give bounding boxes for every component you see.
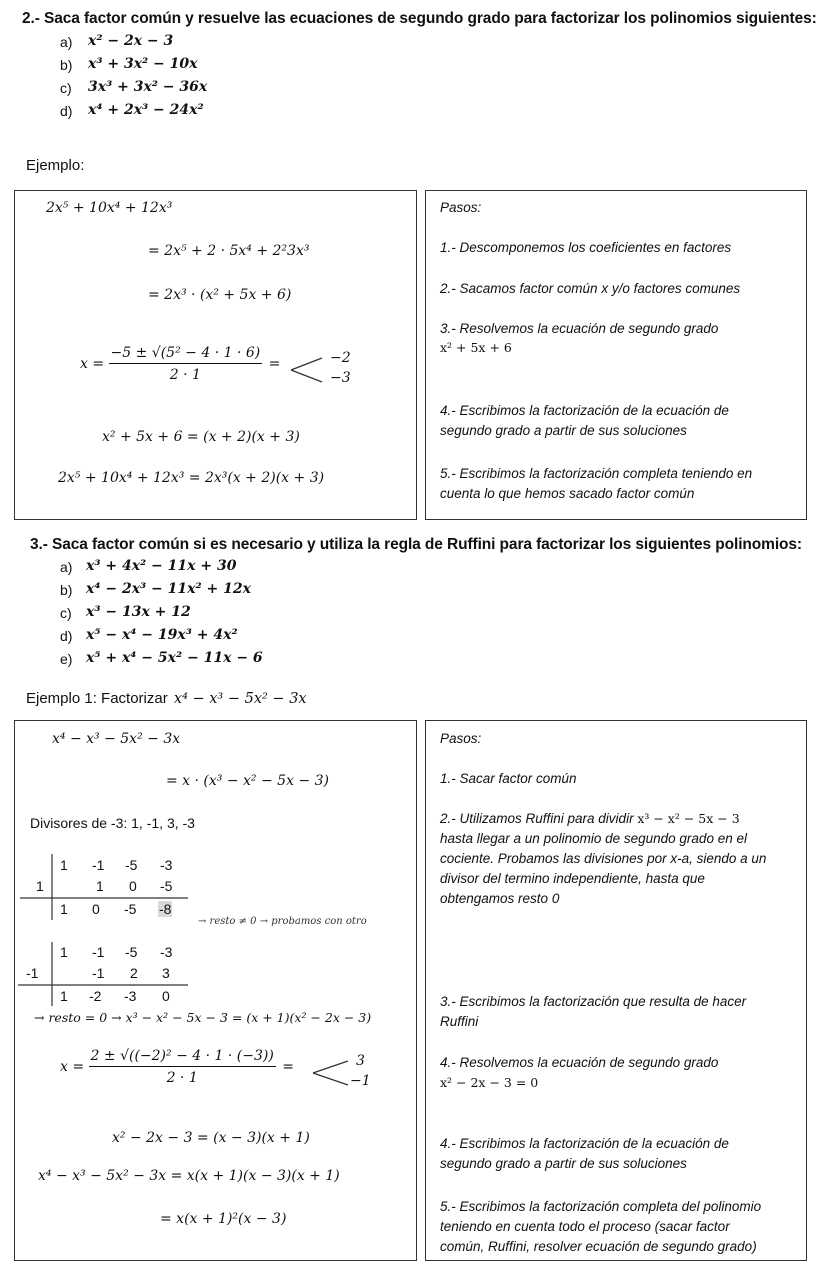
equals-sign: = <box>282 1059 294 1075</box>
resto-line: → resto = 0 → x³ − x² − 5x − 3 = (x + 1)(x² − 2x − 3) <box>34 1010 372 1025</box>
formula-denominator: 2 · 1 <box>169 367 201 383</box>
ruffini-cell: 1 <box>96 878 104 894</box>
step-6-line-1: 5.- Escribimos la factorización completa del polinomio <box>440 1199 762 1214</box>
steps-title: Pasos: <box>440 731 482 746</box>
list-item-expr: 3x³ + 3x² − 36x <box>88 79 208 95</box>
step-4-line-2: segundo grado a partir de sus soluciones <box>440 423 687 438</box>
ruffini-cell: -3 <box>124 988 137 1004</box>
ex1-line-8: x⁴ − x³ − 5x² − 3x = x(x + 1)(x − 3)(x + 1) <box>38 1168 340 1184</box>
step-1: 1.- Descomponemos los coeficientes en factores <box>440 240 732 255</box>
step-2-prefix: 2.- Utilizamos Ruffini para dividir <box>440 811 634 826</box>
ruffini-cell: -2 <box>89 988 102 1004</box>
step-5-line-2: cuenta lo que hemos sacado factor común <box>440 486 695 501</box>
step-2-line-1 <box>440 811 740 826</box>
ruffini-cell: 0 <box>92 901 100 917</box>
step-2-line-2: hasta llegar a un polinomio de segundo grado en el <box>440 831 747 846</box>
step-3: 3.- Resolvemos la ecuación de segundo grado <box>440 321 719 336</box>
example-line-6: 2x⁵ + 10x⁴ + 12x³ = 2x³(x + 2)(x + 3) <box>58 470 325 486</box>
resto-note: → resto ≠ 0 → probamos con otro <box>198 916 367 927</box>
branch-icon <box>290 355 324 385</box>
example-label: Ejemplo: <box>26 157 85 174</box>
step-5-line-1: 4.- Escribimos la factorización de la ecuación de <box>440 1136 729 1151</box>
step-3-line-1: 3.- Escribimos la factorización que resulta de hacer <box>440 994 747 1009</box>
ruffini-remainder: 0 <box>162 988 170 1004</box>
ruffini-cell: 0 <box>129 878 137 894</box>
ruffini-cell: 1 <box>60 857 68 873</box>
list-item-expr: x³ + 4x² − 11x + 30 <box>86 558 237 574</box>
ex1-quadratic-formula <box>60 1048 294 1086</box>
equals-sign: = <box>268 356 281 372</box>
step-6-line-3: común, Ruffini, resolver ecuación de segundo grado) <box>440 1239 757 1254</box>
ruffini-cell: -5 <box>160 878 173 894</box>
formula-numerator: 2 ± √((−2)² − 4 · 1 · (−3)) <box>89 1048 276 1067</box>
ex1-line-2: = x · (x³ − x² − 5x − 3) <box>166 773 329 789</box>
branch-icon <box>312 1058 350 1088</box>
example-quadratic-formula <box>80 345 280 383</box>
ex1-line-1: x⁴ − x³ − 5x² − 3x <box>52 731 181 747</box>
list-item-label: d) <box>60 103 73 119</box>
x-equals: x = <box>60 1059 85 1075</box>
list-item-label: d) <box>60 628 73 644</box>
root-2: −1 <box>350 1073 371 1089</box>
ruffini-cell: 2 <box>130 965 138 981</box>
ruffini-lines <box>20 852 190 922</box>
ex1-line-7: x² − 2x − 3 = (x − 3)(x + 1) <box>112 1130 310 1146</box>
step-1: 1.- Sacar factor común <box>440 771 577 786</box>
ruffini-cell: -3 <box>160 944 173 960</box>
step-3-expr: x² + 5x + 6 <box>440 340 512 355</box>
ruffini-cell: 3 <box>162 965 170 981</box>
example-1-label-text: Ejemplo 1: Factorizar <box>26 690 168 707</box>
steps-title: Pasos: <box>440 200 482 215</box>
step-4-line-1: 4.- Resolvemos la ecuación de segundo grado <box>440 1055 719 1070</box>
example-1-label <box>26 690 307 707</box>
example-line-2: = 2x⁵ + 2 · 5x⁴ + 2²3x³ <box>148 243 310 259</box>
ruffini-cell: -1 <box>92 857 105 873</box>
example-line-5: x² + 5x + 6 = (x + 2)(x + 3) <box>102 429 300 445</box>
list-item-label: a) <box>60 34 73 50</box>
list-item-label: c) <box>60 605 72 621</box>
list-item-label: e) <box>60 651 73 667</box>
step-5-line-2: segundo grado a partir de sus soluciones <box>440 1156 687 1171</box>
list-item-expr: x⁴ − 2x³ − 11x² + 12x <box>86 581 251 597</box>
section2-heading: 2.- Saca factor común y resuelve las ecuaciones de segundo grado para factorizar los polinomios siguientes: <box>22 10 817 27</box>
ruffini-cell: -5 <box>124 901 137 917</box>
step-2-line-5: obtengamos resto 0 <box>440 891 560 906</box>
ruffini-cell: -5 <box>125 944 138 960</box>
step-2-expr: x³ − x² − 5x − 3 <box>637 811 740 826</box>
ruffini-cell: -1 <box>92 944 105 960</box>
ruffini-cell: 1 <box>60 901 68 917</box>
list-item-expr: x³ + 3x² − 10x <box>88 56 198 72</box>
step-2-line-3: cociente. Probamos las divisiones por x-a, siendo a un <box>440 851 767 866</box>
section3-heading: 3.- Saca factor común si es necesario y utiliza la regla de Ruffini para factorizar los siguientes polinomios: <box>30 536 802 553</box>
list-item-expr: x⁴ + 2x³ − 24x² <box>88 102 204 118</box>
list-item-expr: x⁵ + x⁴ − 5x² − 11x − 6 <box>86 650 263 666</box>
step-2-line-4: divisor del termino independiente, hasta que <box>440 871 705 886</box>
x-equals: x = <box>80 356 105 372</box>
list-item-label: b) <box>60 57 73 73</box>
divisors-text: Divisores de -3: 1, -1, 3, -3 <box>30 815 195 831</box>
list-item-expr: x² − 2x − 3 <box>88 33 174 49</box>
root-1: −2 <box>330 350 351 366</box>
step-2: 2.- Sacamos factor común x y/o factores comunes <box>440 281 741 296</box>
example-line-3: = 2x³ · (x² + 5x + 6) <box>148 287 292 303</box>
example-1-steps-box <box>425 720 807 1261</box>
list-item-label: a) <box>60 559 73 575</box>
ex1-line-9: = x(x + 1)²(x − 3) <box>160 1211 287 1227</box>
step-4-expr: x² − 2x − 3 = 0 <box>440 1075 539 1090</box>
ruffini-divisor: 1 <box>36 878 44 894</box>
step-5-line-1: 5.- Escribimos la factorización completa teniendo en <box>440 466 753 481</box>
ruffini-lines <box>18 940 190 1008</box>
ruffini-cell: 1 <box>60 944 68 960</box>
list-item-label: c) <box>60 80 72 96</box>
ruffini-remainder: -8 <box>159 901 172 917</box>
ruffini-cell: -3 <box>160 857 173 873</box>
formula-numerator: −5 ± √(5² − 4 · 1 · 6) <box>109 345 263 364</box>
ruffini-divisor: -1 <box>26 965 39 981</box>
ruffini-cell: -1 <box>92 965 105 981</box>
list-item-expr: x³ − 13x + 12 <box>86 604 191 620</box>
step-3-line-2: Ruffini <box>440 1014 479 1029</box>
step-6-line-2: teniendo en cuenta todo el proceso (sacar factor <box>440 1219 730 1234</box>
list-item-label: b) <box>60 582 73 598</box>
root-1: 3 <box>356 1053 365 1069</box>
ruffini-cell: 1 <box>60 988 68 1004</box>
root-2: −3 <box>330 370 351 386</box>
list-item-expr: x⁵ − x⁴ − 19x³ + 4x² <box>86 627 238 643</box>
step-4-line-1: 4.- Escribimos la factorización de la ecuación de <box>440 403 729 418</box>
example-1-expr: x⁴ − x³ − 5x² − 3x <box>173 691 307 707</box>
formula-denominator: 2 · 1 <box>166 1070 198 1086</box>
ruffini-cell: -5 <box>125 857 138 873</box>
example-line-1: 2x⁵ + 10x⁴ + 12x³ <box>46 200 173 216</box>
